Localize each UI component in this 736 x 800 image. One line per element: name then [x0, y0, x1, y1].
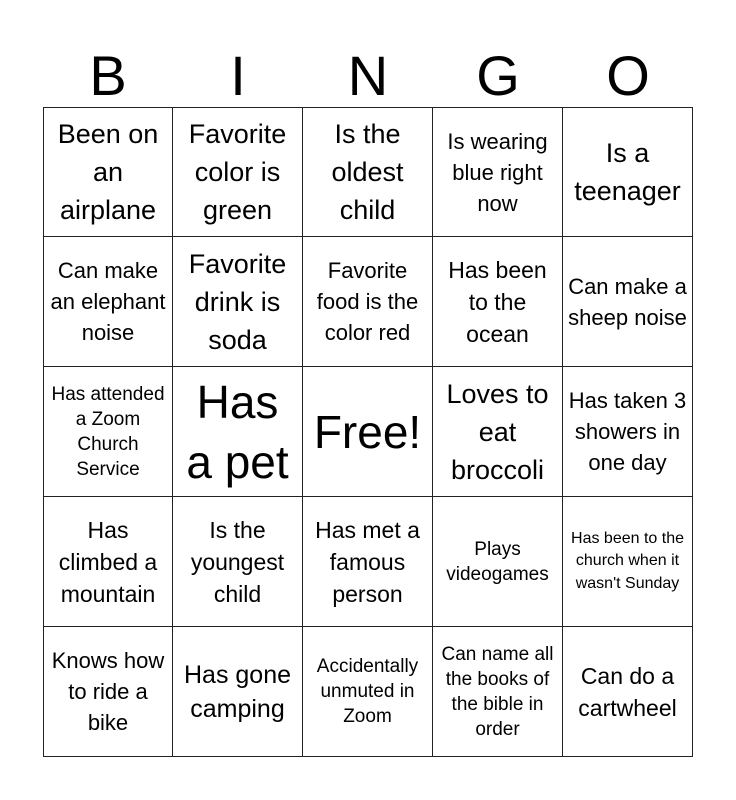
free-space-cell[interactable]: [303, 367, 433, 497]
bingo-cell[interactable]: [173, 627, 303, 757]
header-letter-g: G: [476, 44, 520, 107]
cell-label: Has been to the ocean: [448, 256, 547, 347]
cell-label: Has gone camping: [183, 660, 292, 723]
cell-label: Has climbed a mountain: [58, 516, 158, 607]
bingo-cell[interactable]: [433, 107, 563, 237]
cell-label: Loves to eat broccoli: [446, 378, 549, 485]
cell-label: Can do a cartwheel: [578, 662, 677, 721]
cell-label: Has taken 3 showers in one day: [568, 388, 687, 475]
cell-label: Is wearing blue right now: [447, 128, 548, 216]
cell-label: Plays videogames: [446, 538, 549, 585]
cell-label: Has attended a Zoom Church Service: [51, 383, 165, 480]
cell-label: Knows how to ride a bike: [51, 648, 165, 735]
header-letter-i: I: [230, 44, 246, 107]
bingo-header: [43, 44, 693, 108]
cell-label: Is a teenager: [574, 138, 681, 206]
bingo-cell[interactable]: [43, 497, 173, 627]
header-letter-o: O: [606, 44, 650, 107]
cell-label: Can name all the books of the bible in order: [441, 643, 554, 740]
cell-label: Is the oldest child: [331, 119, 404, 225]
bingo-cell[interactable]: [563, 367, 693, 497]
cell-label: Favorite color is green: [188, 119, 287, 225]
cell-label: Is the youngest child: [190, 516, 285, 607]
bingo-cell[interactable]: [303, 107, 433, 237]
bingo-cell[interactable]: [173, 497, 303, 627]
bingo-cell[interactable]: [303, 627, 433, 757]
bingo-cell[interactable]: [43, 107, 173, 237]
bingo-cell[interactable]: [43, 627, 173, 757]
bingo-cell[interactable]: [303, 497, 433, 627]
bingo-cell[interactable]: [173, 107, 303, 237]
bingo-cell[interactable]: [433, 627, 563, 757]
bingo-cell[interactable]: [433, 497, 563, 627]
cell-label: Favorite drink is soda: [188, 248, 287, 355]
bingo-cell[interactable]: [43, 237, 173, 367]
bingo-cell[interactable]: [563, 237, 693, 367]
cell-label: Can make a sheep noise: [568, 273, 687, 330]
bingo-cell[interactable]: [563, 627, 693, 757]
bingo-cell[interactable]: [303, 237, 433, 367]
cell-label: Accidentally unmuted in Zoom: [316, 656, 419, 727]
cell-label: Can make an elephant noise: [50, 258, 166, 345]
cell-label: Has been to the church when it wasn't Sunday: [571, 529, 684, 592]
header-letter-n: N: [347, 44, 389, 107]
bingo-cell[interactable]: [433, 237, 563, 367]
cell-label: Has met a famous person: [315, 516, 420, 607]
bingo-cell[interactable]: [433, 367, 563, 497]
bingo-cell[interactable]: [563, 107, 693, 237]
bingo-cell[interactable]: [173, 367, 303, 497]
bingo-cell[interactable]: [173, 237, 303, 367]
bingo-board: [43, 107, 693, 757]
cell-label: Favorite food is the color red: [316, 258, 419, 345]
cell-label: Has a pet: [186, 375, 289, 488]
bingo-cell[interactable]: [43, 367, 173, 497]
cell-label: Free!: [313, 405, 422, 458]
header-letter-b: B: [89, 44, 127, 107]
cell-label: Been on an airplane: [57, 119, 159, 225]
bingo-cell[interactable]: [563, 497, 693, 627]
